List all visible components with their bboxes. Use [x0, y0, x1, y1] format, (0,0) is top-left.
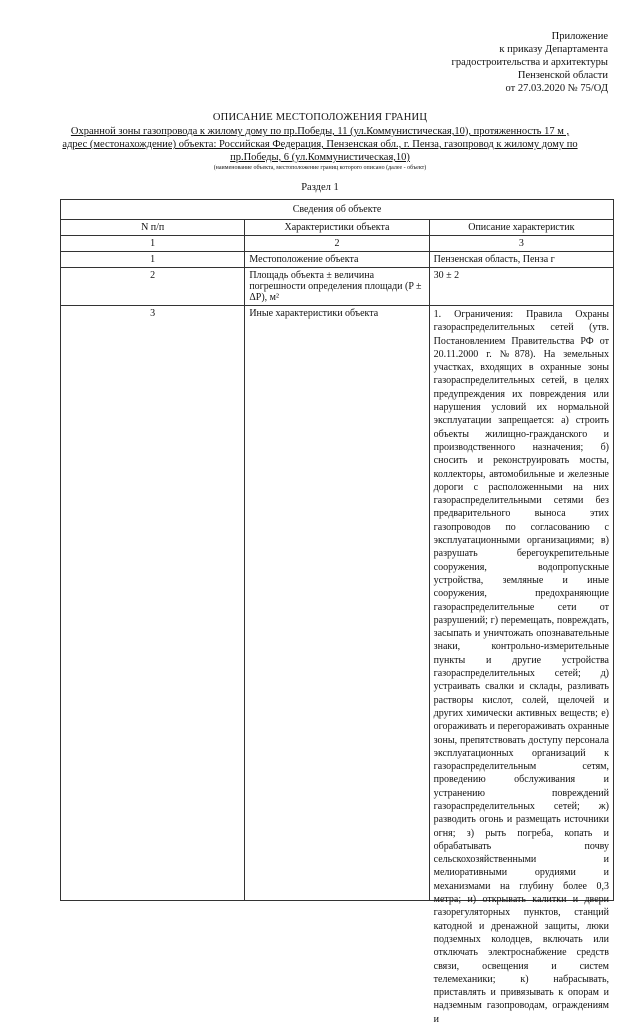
object-description [60, 125, 580, 164]
row-number: 1 [61, 252, 245, 268]
header-description: Описание характеристик [429, 220, 613, 236]
row-name: Местоположение объекта [245, 252, 429, 268]
object-subnote: (наименование объекта, местоположение границ которого описано (далее - объект) [213, 165, 427, 171]
row-value [429, 306, 613, 1025]
appendix-line: Пензенской области [517, 70, 608, 81]
index-cell: 1 [61, 236, 245, 252]
header-number: N п/п [61, 220, 245, 236]
row-name: Иные характеристики объекта [245, 306, 429, 901]
row-number: 3 [61, 306, 245, 901]
appendix-block [452, 30, 608, 95]
appendix-line: градостроительства и архитектуры [451, 57, 608, 68]
section-title: Раздел 1 [301, 182, 339, 193]
index-cell: 2 [245, 236, 429, 252]
appendix-line: Приложение [551, 31, 608, 42]
table-header-row [61, 220, 614, 236]
appendix-line: от 27.03.2020 № 75/ОД [505, 83, 608, 94]
table-index-row [61, 236, 614, 252]
object-info-table [60, 199, 614, 1025]
table-caption-row [61, 200, 614, 220]
restrictions-text: 1. Ограничения: Правила Охраны газораспределительных сетей (утв. Постановлением Правительства РФ от 20.11.2000 г. №878). На земельных участках, входящих в охранные зоны газораспределительных сетей, в целях предупреждения их повреждения или нарушения условий их нормальной эксплуатации запрещается: а) строить объекты жилищно-гражданского и производственного назначения; б) сносить и реконструировать мосты, коллекторы, автомобильные и железные дороги с расположенными на них газораспределительными сетями без предварительного выноса этих газопроводов по согласованию с эксплуатационными организациями; в) разрушать берегоукрепительные сооружения, водопропускные устройства, земляные и иные сооружения, предохраняющие газораспределительные сети от разрушений; г) перемещать, повреждать, засыпать и уничтожать опознавательные знаки, контрольно-измерительные пункты и другие устройства газораспределительных сетей; д) устраивать свалки и склады, разливать растворы кислот, солей, щелочей и других химически активных веществ; е) огораживать и перегораживать охранные зоны, препятствовать доступу персонала эксплуатационных организаций к газораспределительным сетям, проведению обслуживания и устранению повреждений газораспределительных сетей; ж) разводить огонь и размещать источники огня; з) рыть погреба, копать и обрабатывать почву сельскохозяйственными и мелиоративными орудиями и механизмами на глубину более 0,3 метра; и) открывать калитки и двери газорегуляторных пунктов, станций катодной и дренажной защиты, люки подземных колодцев, включать или отключать электроснабжение средств связи, освещения и систем телемеханики; к) набрасывать, приставлять и привязывать к опорам и надземным газопроводам, ограждениям и [433, 309, 609, 1025]
header-characteristics: Характеристики объекта [245, 220, 429, 236]
row-number: 2 [61, 268, 245, 306]
appendix-line: к приказу Департамента [499, 44, 608, 55]
table-row [61, 268, 614, 306]
table-row [61, 306, 614, 901]
index-cell: 3 [429, 236, 613, 252]
row-value: 30 ± 2 [429, 268, 613, 306]
row-name: Площадь объекта ± величина погрешности определения площади (P ± ΔP), м² [245, 268, 429, 306]
table-caption: Сведения об объекте [61, 200, 614, 220]
object-description-text: Охранной зоны газопровода к жилому дому по пр.Победы, 11 (ул.Коммунистическая,10), протяженность 17 м , адрес (местонахождение) объекта: Российская Федерация, Пензенская обл., г. Пенза, газопровод к жилому дому по пр.Победы, 6 (ул.Коммунистическая,10) [62, 126, 578, 163]
document-title: ОПИСАНИЕ МЕСТОПОЛОЖЕНИЯ ГРАНИЦ [212, 112, 428, 123]
row-value: Пензенская область, Пенза г [429, 252, 613, 268]
table-row [61, 252, 614, 268]
